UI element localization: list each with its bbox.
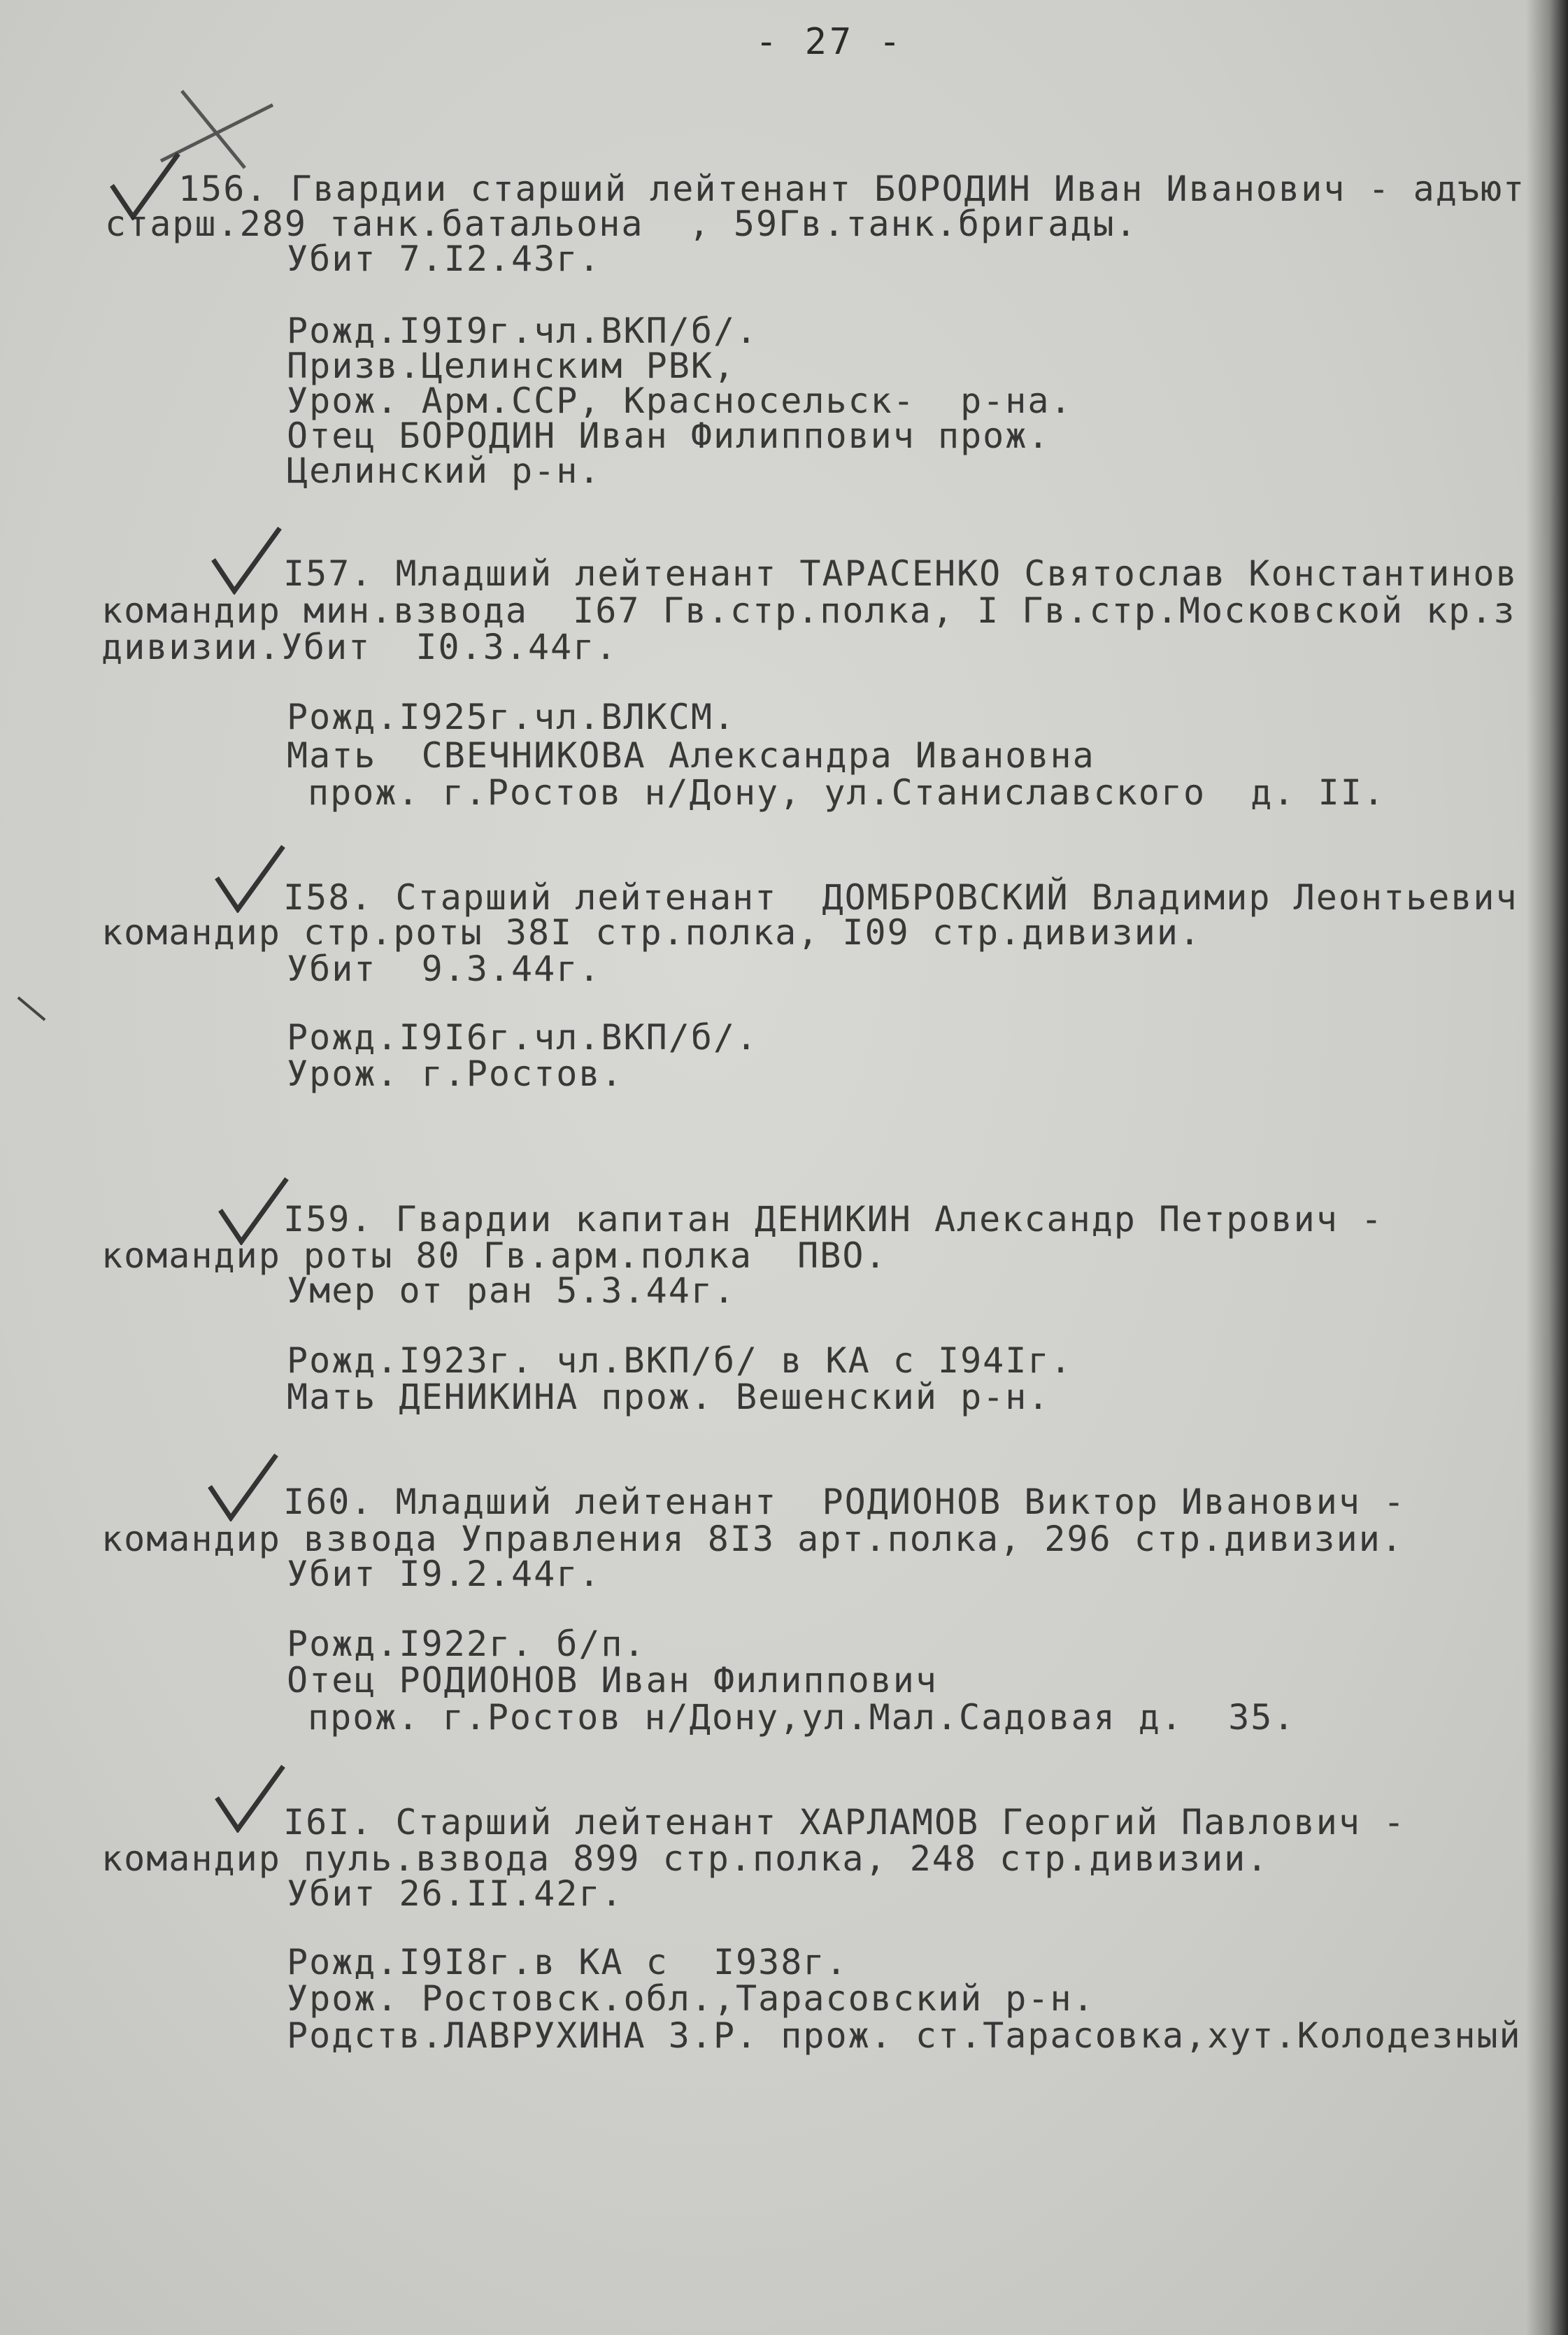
- entry-line: Убит 9.3.44г.: [287, 949, 601, 989]
- entry-line: Призв.Целинским РВК,: [287, 346, 736, 386]
- page-number: - 27 -: [755, 21, 904, 63]
- entry-line: Рожд.I923г. чл.ВКП/б/ в КА с I94Iг.: [287, 1340, 1073, 1381]
- entry-line: прож. г.Ростов н/Дону,ул.Мал.Садовая д. 35.: [308, 1697, 1296, 1738]
- entry-line: Рожд.I922г. б/п.: [287, 1624, 646, 1664]
- checkmark-icon: [210, 843, 287, 913]
- checkmark-icon: [213, 1175, 290, 1245]
- entry-line: старш.289 танк.батальона , 59Гв.танк.бригады.: [105, 204, 1138, 244]
- entry-line: Отец БОРОДИН Иван Филиппович прож.: [287, 416, 1050, 456]
- entry-header-line: I57. Младший лейтенант ТАРАСЕНКО Святослав Константинов: [283, 553, 1518, 594]
- checkmark-icon: [203, 1452, 280, 1521]
- entry-line: Родств.ЛАВРУХИНА З.Р. прож. ст.Тарасовка,хут.Колодезный: [287, 2015, 1522, 2056]
- entry-line: командир взвода Управления 8I3 арт.полка, 296 стр.дивизии.: [101, 1519, 1404, 1559]
- entry-line: командир пуль.взвода 899 стр.полка, 248 стр.дивизии.: [101, 1838, 1269, 1879]
- checkmark-icon: [210, 1763, 287, 1833]
- entry-line: Рожд.I9I6г.чл.ВКП/б/.: [287, 1017, 759, 1058]
- entry-header-line: 156. Гвардии старший лейтенант БОРОДИН Иван Иванович - адъют: [178, 169, 1526, 209]
- entry-line: прож. г.Ростов н/Дону, ул.Станиславского д. II.: [308, 772, 1385, 813]
- entry-line: Умер от ран 5.3.44г.: [287, 1270, 736, 1311]
- entry-line: Убит 26.II.42г.: [287, 1873, 624, 1914]
- binding-shadow-edge: [1526, 0, 1568, 2335]
- entry-header-line: I60. Младший лейтенант РОДИОНОВ Виктор Иванович -: [283, 1482, 1406, 1522]
- entry-line: командир роты 80 Гв.арм.полка ПВО.: [101, 1235, 888, 1276]
- entry-line: Мать ДЕНИКИНА прож. Вешенский р-н.: [287, 1377, 1050, 1417]
- entry-line: Отец РОДИОНОВ Иван Филиппович: [287, 1660, 938, 1701]
- entry-line: Целинский р-н.: [287, 450, 601, 491]
- entry-line: командир мин.взвода I67 Гв.стр.полка, I Гв.стр.Московской кр.з: [101, 590, 1516, 631]
- entry-line: Убит I9.2.44г.: [287, 1554, 601, 1594]
- entry-line: Убит 7.I2.43г.: [287, 239, 601, 279]
- entry-line: дивизии.Убит I0.3.44г.: [101, 627, 618, 667]
- entry-line: Мать СВЕЧНИКОВА Александра Ивановна: [287, 735, 1095, 776]
- entry-line: командир стр.роты 38I стр.полка, I09 стр.дивизии.: [101, 912, 1202, 953]
- entry-line: Рожд.I9I9г.чл.ВКП/б/.: [287, 311, 759, 351]
- entry-header-line: I58. Старший лейтенант ДОМБРОВСКИЙ Владимир Леонтьевич: [283, 877, 1518, 918]
- entry-line: Урож. Арм.ССР, Красносельск- р-на.: [287, 381, 1073, 421]
- entry-line: Урож. г.Ростов.: [287, 1053, 624, 1094]
- entry-header-line: I6I. Старший лейтенант ХАРЛАМОВ Георгий Павлович -: [283, 1802, 1406, 1843]
- entry-line: Рожд.I925г.чл.ВЛКСМ.: [287, 697, 736, 737]
- entry-header-line: I59. Гвардии капитан ДЕНИКИН Александр Петрович -: [283, 1199, 1384, 1240]
- entry-line: Рожд.I9I8г.в КА с I938г.: [287, 1942, 848, 1982]
- entry-line: Урож. Ростовск.обл.,Тарасовский р-н.: [287, 1978, 1095, 2019]
- checkmark-icon: [206, 525, 283, 595]
